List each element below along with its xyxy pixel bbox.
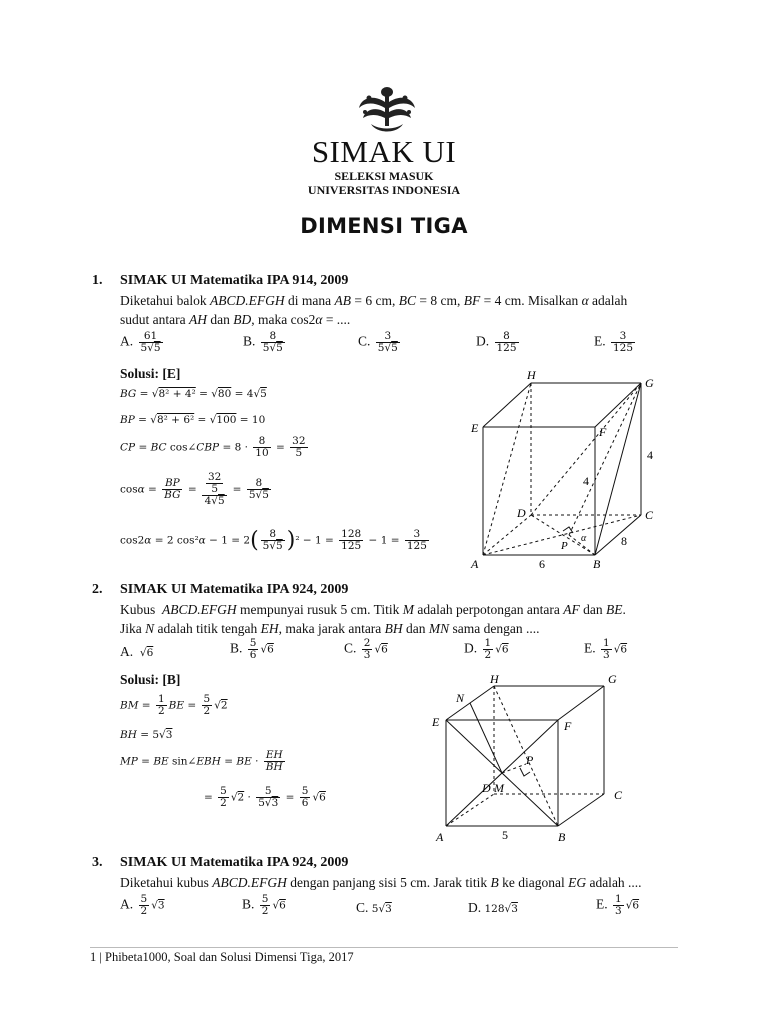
page-footer: 1 | Phibeta1000, Soal dan Solusi Dimensi Tiga, 2017 — [90, 950, 354, 964]
solution-label: Solusi: [B] — [120, 672, 181, 687]
question-header: SIMAK UI Matematika IPA 924, 2009 — [120, 582, 349, 597]
option-c: C. 5√3 — [356, 900, 392, 915]
question-number: 2. — [92, 582, 103, 597]
option-a: A. $\frac{5}{2}$ √3 — [120, 893, 165, 918]
cuboid-figure — [465, 365, 675, 575]
cube-figure — [428, 668, 638, 848]
vertex-label: H — [490, 672, 499, 686]
option-d: D. $\frac{8}{125}$ — [476, 330, 517, 355]
point-label: P — [526, 753, 534, 767]
solution-step: cos2α = 2 cos²α − 1 = 2( $\frac{8}{5√5}$ )² − 1 = $\frac{128}{125}$ − 1 = $\frac{3}{125}$ — [120, 527, 427, 553]
option-e: E. $\frac{3}{125}$ — [594, 330, 634, 355]
vertex-label: F — [599, 425, 607, 439]
question-header: SIMAK UI Matematika IPA 924, 2009 — [120, 855, 349, 870]
question-text: Diketahui kubus ABCD.EFGH dengan panjang sisi 5 cm. Jarak titik B ke diagonal EG adalah .... — [120, 875, 642, 890]
point-label: N — [456, 691, 465, 705]
edge-length-label: 8 — [621, 534, 627, 548]
question-text: Kubus ABCD.EFGH mempunyai rusuk 5 cm. Titik M adalah perpotongan antara AF dan BE. Jika N adalah titik tengah EH, maka jarak antara BH dan MN sama dengan .... — [120, 602, 626, 636]
brand-subtitle-2: UNIVERSITAS INDONESIA — [307, 183, 461, 197]
solution-step: BH = 5√3 — [120, 729, 173, 741]
solution-step: MP = BE sin∠EBH = BE · $\frac{EH}{BH}$ — [120, 749, 283, 774]
option-e: E. $\frac{1}{3}$ √6 — [584, 637, 628, 662]
solution-step: BM = $\frac{1}{2}$ BE = $\frac{5}{2}$ √2 — [120, 693, 228, 718]
vertex-label: D — [517, 506, 526, 520]
edge-length-label: 4 — [583, 474, 589, 488]
edge-length-label: 4 — [647, 448, 653, 462]
footer-divider — [90, 947, 678, 948]
vertex-label: B — [593, 557, 601, 571]
solution-step: = $\frac{5}{2}$ √2 · $\frac{5}{5√3}$ = $\frac{5}{6}$ √6 — [204, 785, 326, 810]
option-c: C. $\frac{2}{3}$ √6 — [344, 637, 388, 662]
solution-step: BP = √8² + 6² = √100 = 10 — [120, 414, 266, 426]
vertex-label: E — [432, 715, 440, 729]
angle-label: α — [581, 533, 587, 544]
vertex-label: C — [614, 788, 623, 802]
option-b: B. $\frac{8}{5√5}$ — [243, 330, 283, 355]
vertex-label: D — [482, 781, 491, 795]
vertex-label: B — [558, 830, 566, 844]
point-label: P — [561, 540, 568, 552]
brand-subtitle-1: SELEKSI MASUK — [334, 169, 434, 183]
option-a: A. √6 — [120, 644, 154, 659]
question-number: 1. — [92, 273, 103, 288]
option-d: D. 128√3 — [468, 900, 518, 915]
vertex-label: A — [471, 557, 479, 571]
page-title: DIMENSI TIGA — [300, 214, 468, 238]
option-d: D. $\frac{1}{2}$ √6 — [464, 637, 509, 662]
option-b: B. $\frac{5}{2}$ √6 — [242, 893, 286, 918]
ui-makara-logo — [355, 84, 419, 136]
brand-title: SIMAK UI — [311, 134, 457, 169]
option-a: A. $\frac{61}{5√5}$ — [120, 330, 161, 355]
vertex-label: H — [527, 368, 536, 382]
vertex-label: E — [471, 421, 479, 435]
vertex-label: A — [436, 830, 444, 844]
question-number: 3. — [92, 855, 103, 870]
solution-label: Solusi: [E] — [120, 366, 181, 381]
question-header: SIMAK UI Matematika IPA 914, 2009 — [120, 273, 349, 288]
vertex-label: G — [608, 672, 617, 686]
solution-step: cosα = $\frac{BP}{BG}$ = $\frac{\frac{32}{5}}{4√5}$ = $\frac{8}{5√5}$ — [120, 471, 269, 508]
solution-step: CP = BC cos∠CBP = 8 · $\frac{8}{10}$ = $\frac{32}{5}$ — [120, 435, 306, 460]
option-b: B. $\frac{5}{6}$ √6 — [230, 637, 274, 662]
solution-step: BG = √8² + 4² = √80 = 4√5 — [120, 388, 267, 400]
question-text: Diketahui balok ABCD.EFGH di mana AB = 6 cm, BC = 8 cm, BF = 4 cm. Misalkan α adalah sudut antara AH dan BD, maka cos2α = .... — [120, 293, 628, 327]
edge-length-label: 6 — [539, 557, 545, 571]
option-c: C. $\frac{3}{5√5}$ — [358, 330, 398, 355]
point-label: M — [494, 781, 504, 795]
option-e: E. $\frac{1}{3}$ √6 — [596, 893, 640, 918]
vertex-label: C — [645, 508, 654, 522]
vertex-label: G — [645, 376, 654, 390]
vertex-label: F — [564, 719, 572, 733]
edge-length-label: 5 — [502, 828, 508, 842]
